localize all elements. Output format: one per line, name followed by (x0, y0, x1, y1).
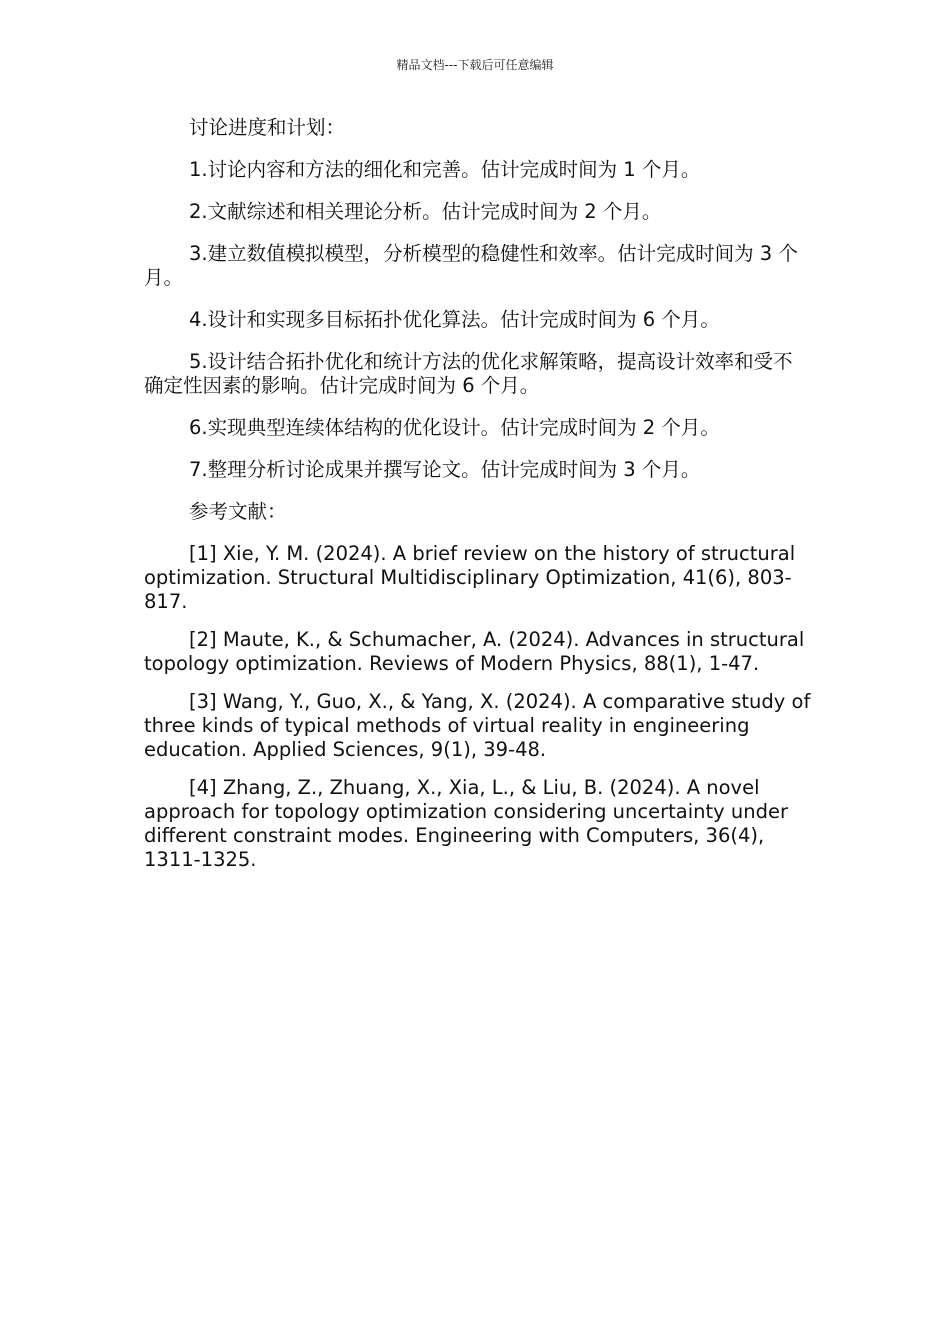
plan-item-1: 1.讨论内容和方法的细化和完善。估计完成时间为 1 个月。 (189, 158, 701, 181)
document-body (144, 116, 812, 886)
reference-item-1: [1] Xie, Y. M. (2024). A brief review on the history of structural optimization. Structural Multidisciplinary Optimization, 41(6), 803-817. (144, 542, 796, 613)
references-heading: 参考文献： (189, 500, 287, 523)
reference-item-2: [2] Maute, K., & Schumacher, A. (2024). Advances in structural topology optimization. Reviews of Modern Physics, 88(1), 1-47. (144, 628, 805, 675)
plan-item-3: 3.建立数值模拟模型，分析模型的稳健性和效率。估计完成时间为 3 个月。 (144, 242, 798, 289)
plan-item-7: 7.整理分析讨论成果并撰写论文。估计完成时间为 3 个月。 (189, 458, 701, 481)
reference-list (144, 542, 812, 872)
page-header: 精品文档---下载后可任意编辑 (396, 58, 554, 72)
plan-item-6: 6.实现典型连续体结构的优化设计。估计完成时间为 2 个月。 (189, 416, 720, 439)
reference-item-3: [3] Wang, Y., Guo, X., & Yang, X. (2024). A comparative study of three kinds of typical methods of virtual reality in engineering education. Applied Sciences, 9(1), 39-48. (144, 690, 811, 761)
plan-item-5: 5.设计结合拓扑优化和统计方法的优化求解策略，提高设计效率和受不确定性因素的影响。估计完成时间为 6 个月。 (144, 350, 793, 397)
plan-item-2: 2.文献综述和相关理论分析。估计完成时间为 2 个月。 (189, 200, 662, 223)
plan-item-4: 4.设计和实现多目标拓扑优化算法。估计完成时间为 6 个月。 (189, 308, 720, 331)
plan-heading: 讨论进度和计划： (189, 116, 346, 139)
reference-item-4: [4] Zhang, Z., Zhuang, X., Xia, L., & Liu, B. (2024). A novel approach for topology optimization considering uncertainty under different constraint modes. Engineering with Computers, 36(4), 1311-1325. (144, 776, 788, 871)
